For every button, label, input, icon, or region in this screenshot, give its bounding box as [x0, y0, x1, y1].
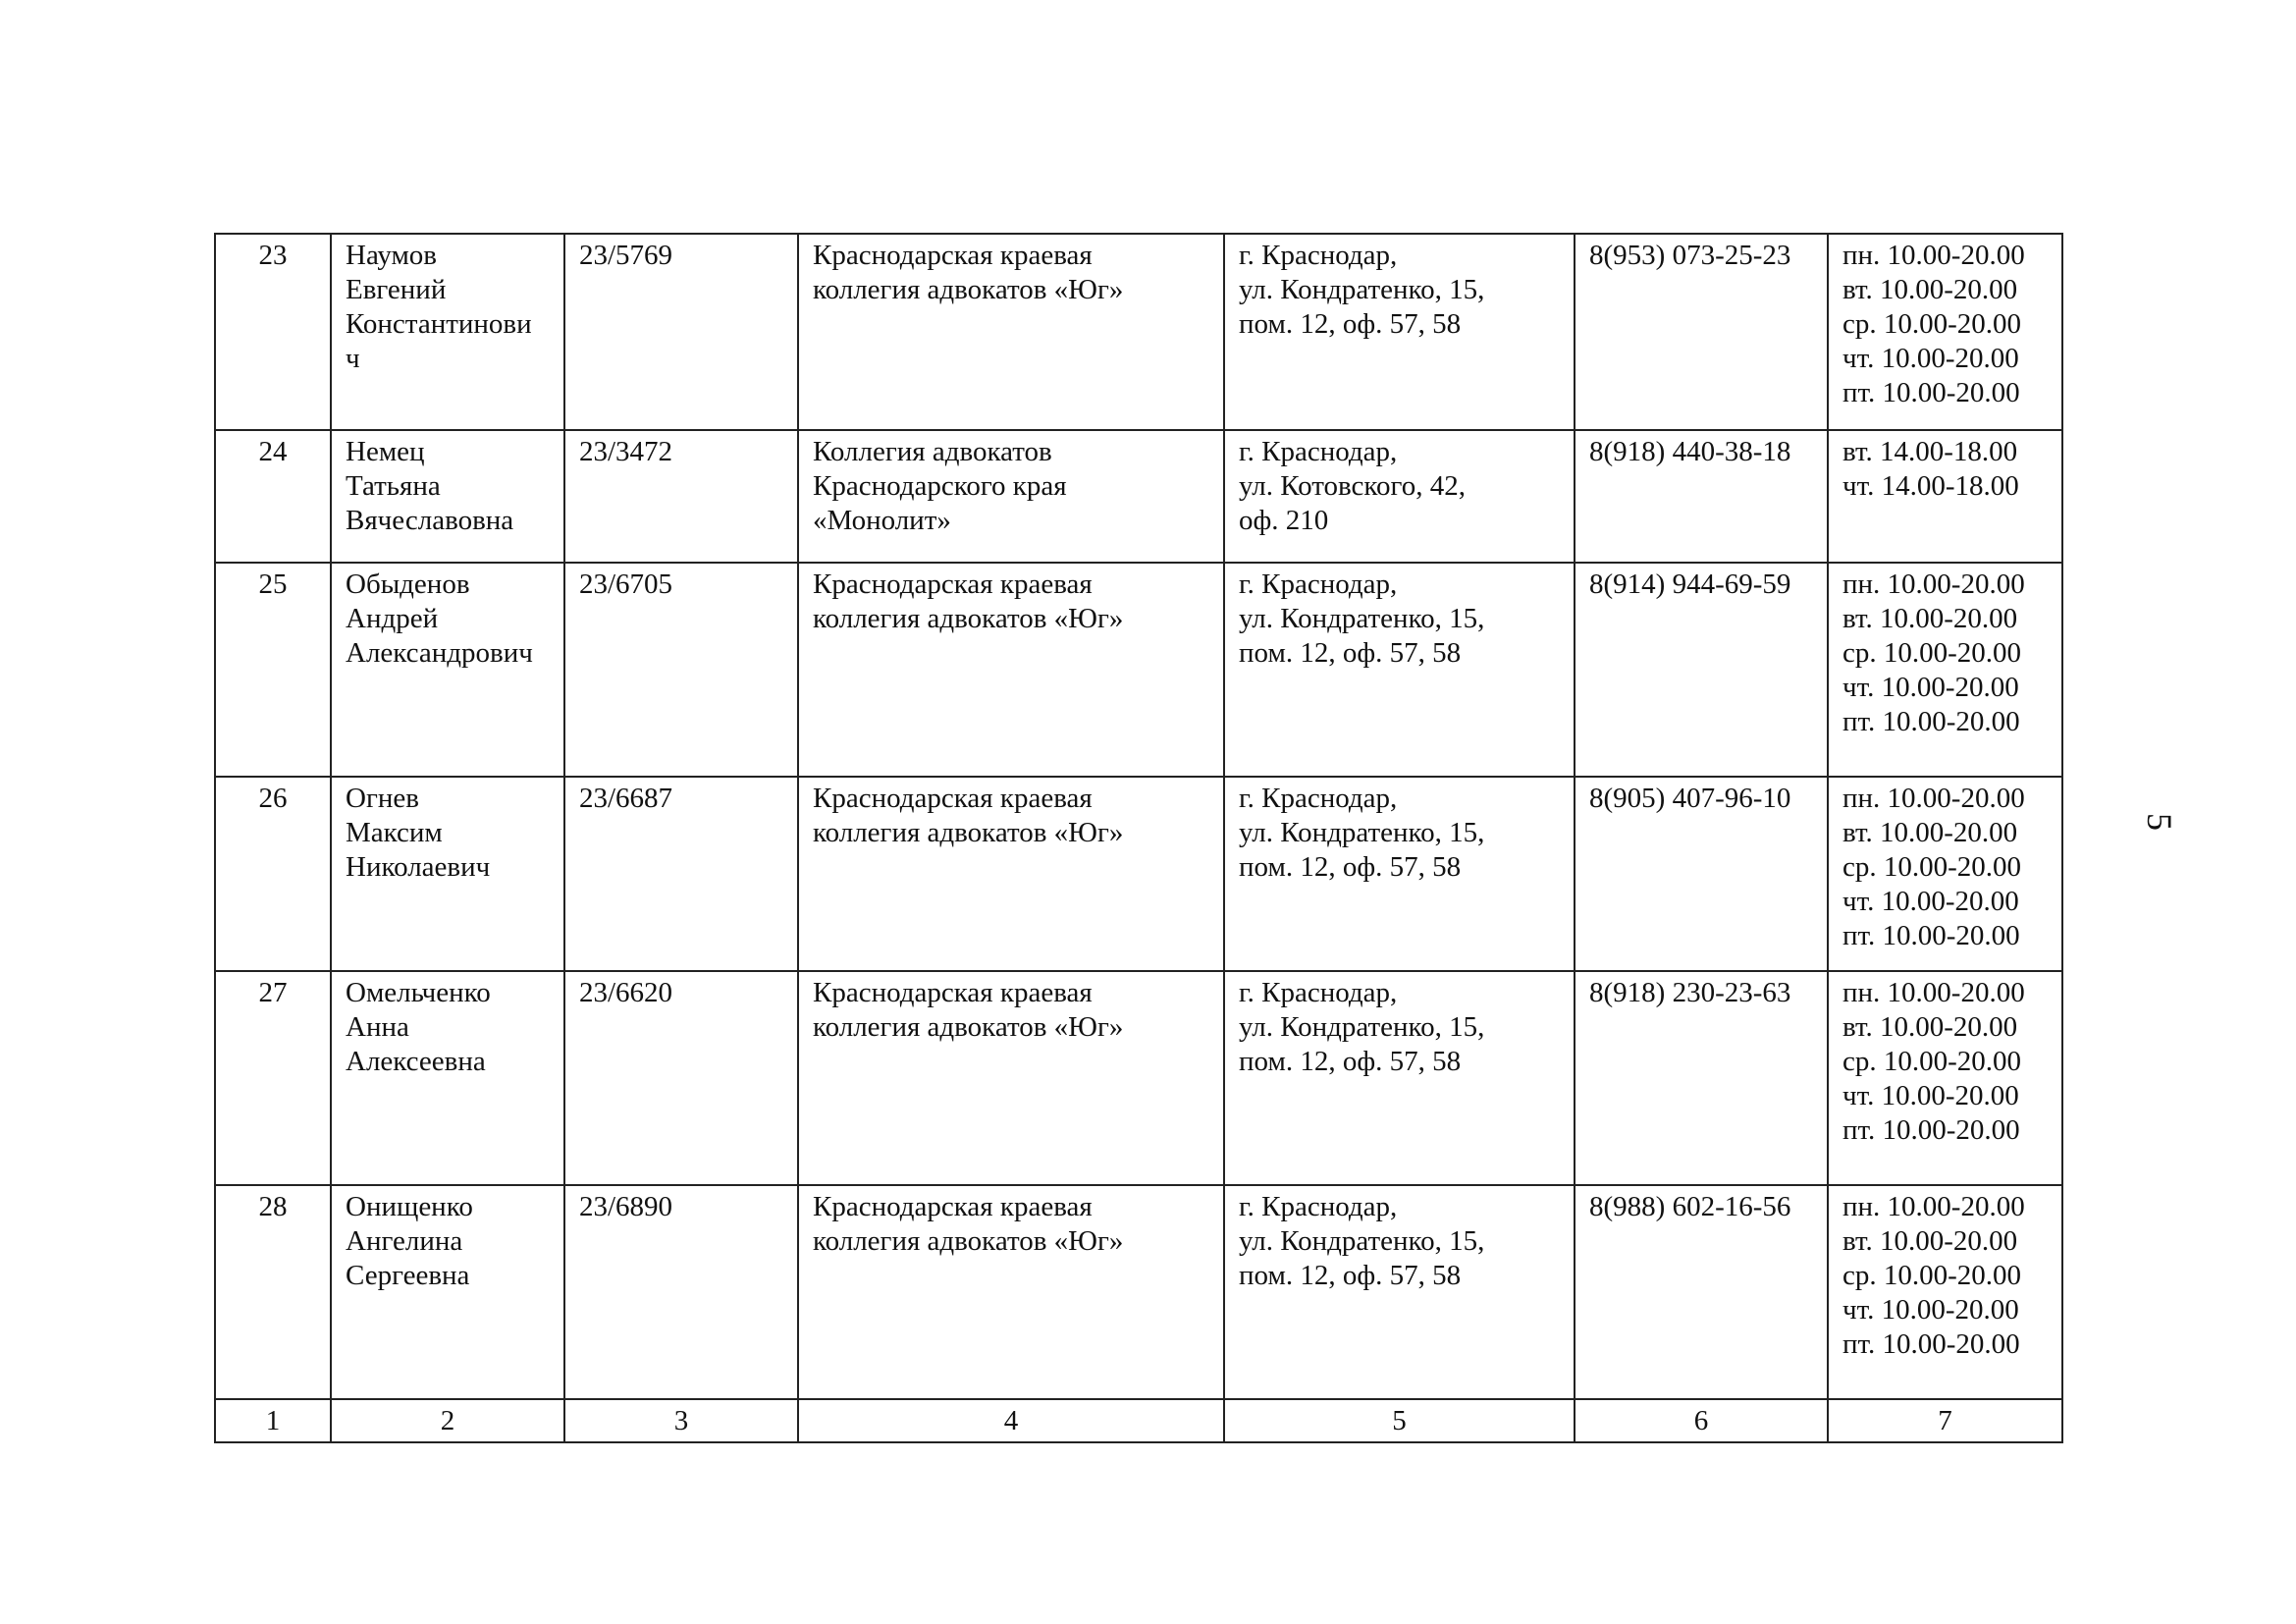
column-number-cell: 4 — [798, 1399, 1224, 1442]
column-number-cell: 6 — [1575, 1399, 1828, 1442]
table-row — [215, 1185, 2062, 1399]
office-hours-cell: пн. 10.00-20.00 вт. 10.00-20.00 ср. 10.00-20.00 чт. 10.00-20.00 пт. 10.00-20.00 — [1828, 777, 2062, 971]
phone-number-cell: 8(914) 944-69-59 — [1575, 563, 1828, 777]
registry-number-cell: 23/6890 — [564, 1185, 798, 1399]
column-number-cell: 2 — [331, 1399, 564, 1442]
registry-number-cell: 23/3472 — [564, 430, 798, 563]
office-address-cell: г. Краснодар, ул. Кондратенко, 15, пом. 12, оф. 57, 58 — [1224, 971, 1575, 1185]
phone-number-cell: 8(953) 073-25-23 — [1575, 234, 1828, 430]
phone-number-cell: 8(905) 407-96-10 — [1575, 777, 1828, 971]
table-body — [215, 234, 2062, 1442]
office-address-cell: г. Краснодар, ул. Кондратенко, 15, пом. 12, оф. 57, 58 — [1224, 563, 1575, 777]
column-numbers-row — [215, 1399, 2062, 1442]
office-hours-cell: вт. 14.00-18.00 чт. 14.00-18.00 — [1828, 430, 2062, 563]
registry-number-cell: 23/6687 — [564, 777, 798, 971]
office-address-cell: г. Краснодар, ул. Кондратенко, 15, пом. 12, оф. 57, 58 — [1224, 234, 1575, 430]
row-number-cell: 24 — [215, 430, 331, 563]
page-number: 5 — [2140, 813, 2179, 831]
lawyers-table — [214, 233, 2063, 1443]
bar-association-cell: Коллегия адвокатов Краснодарского края «Монолит» — [798, 430, 1224, 563]
bar-association-cell: Краснодарская краевая коллегия адвокатов «Юг» — [798, 563, 1224, 777]
column-number-cell: 7 — [1828, 1399, 2062, 1442]
registry-number-cell: 23/6620 — [564, 971, 798, 1185]
office-address-cell: г. Краснодар, ул. Кондратенко, 15, пом. 12, оф. 57, 58 — [1224, 1185, 1575, 1399]
column-number-cell: 1 — [215, 1399, 331, 1442]
table-row — [215, 234, 2062, 430]
column-number-cell: 3 — [564, 1399, 798, 1442]
bar-association-cell: Краснодарская краевая коллегия адвокатов «Юг» — [798, 1185, 1224, 1399]
office-hours-cell: пн. 10.00-20.00 вт. 10.00-20.00 ср. 10.00-20.00 чт. 10.00-20.00 пт. 10.00-20.00 — [1828, 563, 2062, 777]
row-number-cell: 23 — [215, 234, 331, 430]
lawyer-name-cell: Обыденов Андрей Александрович — [331, 563, 564, 777]
registry-number-cell: 23/6705 — [564, 563, 798, 777]
office-hours-cell: пн. 10.00-20.00 вт. 10.00-20.00 ср. 10.00-20.00 чт. 10.00-20.00 пт. 10.00-20.00 — [1828, 1185, 2062, 1399]
office-address-cell: г. Краснодар, ул. Котовского, 42, оф. 210 — [1224, 430, 1575, 563]
registry-number-cell: 23/5769 — [564, 234, 798, 430]
office-hours-cell: пн. 10.00-20.00 вт. 10.00-20.00 ср. 10.00-20.00 чт. 10.00-20.00 пт. 10.00-20.00 — [1828, 971, 2062, 1185]
phone-number-cell: 8(918) 230-23-63 — [1575, 971, 1828, 1185]
row-number-cell: 27 — [215, 971, 331, 1185]
column-number-cell: 5 — [1224, 1399, 1575, 1442]
lawyer-name-cell: Наумов Евгений Константинови ч — [331, 234, 564, 430]
table-row — [215, 563, 2062, 777]
table-row — [215, 430, 2062, 563]
office-address-cell: г. Краснодар, ул. Кондратенко, 15, пом. 12, оф. 57, 58 — [1224, 777, 1575, 971]
office-hours-cell: пн. 10.00-20.00 вт. 10.00-20.00 ср. 10.00-20.00 чт. 10.00-20.00 пт. 10.00-20.00 — [1828, 234, 2062, 430]
lawyer-name-cell: Немец Татьяна Вячеславовна — [331, 430, 564, 563]
lawyer-name-cell: Омельченко Анна Алексеевна — [331, 971, 564, 1185]
bar-association-cell: Краснодарская краевая коллегия адвокатов «Юг» — [798, 777, 1224, 971]
phone-number-cell: 8(918) 440-38-18 — [1575, 430, 1828, 563]
bar-association-cell: Краснодарская краевая коллегия адвокатов «Юг» — [798, 234, 1224, 430]
bar-association-cell: Краснодарская краевая коллегия адвокатов «Юг» — [798, 971, 1224, 1185]
lawyer-name-cell: Огнев Максим Николаевич — [331, 777, 564, 971]
row-number-cell: 28 — [215, 1185, 331, 1399]
table-row — [215, 777, 2062, 971]
row-number-cell: 25 — [215, 563, 331, 777]
phone-number-cell: 8(988) 602-16-56 — [1575, 1185, 1828, 1399]
row-number-cell: 26 — [215, 777, 331, 971]
lawyer-name-cell: Онищенко Ангелина Сергеевна — [331, 1185, 564, 1399]
table-row — [215, 971, 2062, 1185]
